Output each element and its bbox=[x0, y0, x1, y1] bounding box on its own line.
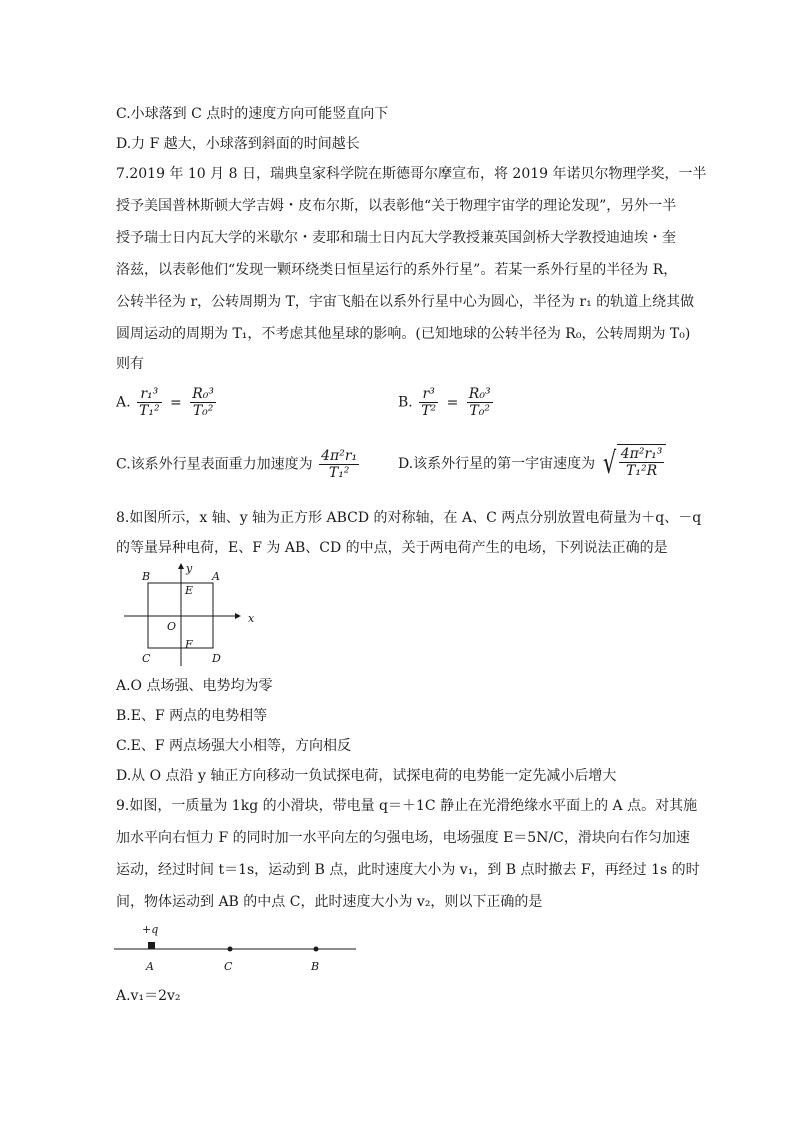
q7-option-b-lhs-num: r³ bbox=[419, 386, 438, 403]
q8-square-figure bbox=[116, 560, 266, 670]
q7-stem-line-5: 公转半径为 r，公转周期为 T，宇宙飞船在以系外行星中心为圆心，半径为 r₁ 的轨道上绕其做 bbox=[116, 294, 695, 310]
q8-option-a: A.O 点场强、电势均为零 bbox=[116, 678, 273, 694]
q7-stem-line-1: 7.2019 年 10 月 8 日，瑞典皇家科学院在斯德哥尔摩宣布，将 2019 年诺贝尔物理学奖，一半 bbox=[116, 166, 707, 182]
q8-option-d: D.从 O 点沿 y 轴正方向移动一负试探电荷，试探电荷的电势能一定先减小后增大 bbox=[116, 768, 617, 784]
q9-line-figure bbox=[112, 918, 362, 980]
q7-option-c-text: C.该系外行星表面重力加速度为 bbox=[116, 456, 313, 473]
q9-stem-line-1: 9.如图，一质量为 1kg 的小滑块，带电量 q＝＋1C 静止在光滑绝缘水平面上的 A 点。对其施 bbox=[116, 798, 698, 814]
q7-option-b bbox=[398, 386, 495, 419]
q7-option-a-equals: = bbox=[170, 394, 182, 411]
q7-option-b-label: B. bbox=[398, 394, 413, 411]
q7-option-d bbox=[398, 444, 666, 484]
q6-option-c: C.小球落到 C 点时的速度方向可能竖直向下 bbox=[116, 106, 389, 122]
q7-option-a-label: A. bbox=[116, 394, 131, 411]
q8-stem-line-1: 8.如图所示，x 轴、y 轴为正方形 ABCD 的对称轴，在 A、C 两点分别放置电荷量为＋q、－q bbox=[116, 510, 702, 526]
q7-option-a-rhs-den: T₀² bbox=[192, 403, 214, 419]
slider-block-icon bbox=[148, 942, 155, 949]
q7-option-a-rhs bbox=[190, 386, 216, 419]
q7-option-b-rhs-den: T₀² bbox=[469, 403, 490, 419]
label-f: F bbox=[185, 638, 193, 651]
q7-option-c-formula bbox=[319, 448, 359, 481]
q7-option-b-lhs-den: T² bbox=[421, 403, 437, 419]
q8-option-b: B.E、F 两点的电势相等 bbox=[116, 708, 268, 724]
label-charge: +q bbox=[142, 923, 159, 936]
q8-stem-line-2: 的等量异种电荷，E、F 为 AB、CD 的中点，关于两电荷产生的电场，下列说法正确的是 bbox=[116, 540, 668, 556]
label-b: B bbox=[142, 570, 151, 583]
q9-stem-line-3: 运动，经过时间 t＝1s，运动到 B 点，此时速度大小为 v₁，到 B 点时撤去 F，再经过 1s 的时 bbox=[116, 862, 700, 878]
q9-stem-line-4: 间，物体运动到 AB 的中点 C，此时速度大小为 v₂，则以下正确的是 bbox=[116, 894, 543, 910]
q7-stem-line-7: 则有 bbox=[116, 356, 144, 372]
label-e: E bbox=[185, 584, 194, 597]
label-a: A bbox=[146, 960, 154, 973]
q7-option-c-num: 4π²r₁ bbox=[321, 448, 358, 464]
q7-stem-line-3: 授予瑞士日内瓦大学的米歇尔・麦耶和瑞士日内瓦大学教授兼英国剑桥大学教授迪迪埃・奎 bbox=[116, 230, 676, 246]
q7-option-b-rhs bbox=[467, 386, 493, 419]
label-d: D bbox=[212, 652, 221, 665]
q7-option-c-den: T₁² bbox=[328, 465, 350, 481]
q7-option-a-lhs-num: r₁³ bbox=[137, 386, 162, 403]
sqrt-radical-icon: √ bbox=[602, 446, 616, 481]
point-b bbox=[314, 947, 319, 952]
point-c bbox=[228, 947, 233, 952]
q7-option-b-rhs-num: R₀³ bbox=[468, 386, 491, 402]
q9-option-a: A.v₁＝2v₂ bbox=[116, 988, 181, 1004]
label-o: O bbox=[167, 620, 177, 633]
q7-option-a-rhs-num: R₀³ bbox=[192, 386, 214, 402]
q7-stem-line-6: 圆周运动的周期为 T₁，不考虑其他星球的影响。(已知地球的公转半径为 R₀，公转周期为 T₀) bbox=[116, 326, 691, 342]
q7-stem-line-2: 授予美国普林斯顿大学吉姆・皮布尔斯，以表彰他“关于物理宇宙学的理论发现”，另外一半 bbox=[116, 198, 677, 214]
label-a: A bbox=[212, 570, 220, 583]
q7-option-a-lhs bbox=[137, 386, 162, 419]
label-c: C bbox=[142, 652, 151, 665]
q7-option-d-text: D.该系外行星的第一宇宙速度为 bbox=[398, 456, 596, 472]
q7-option-a bbox=[116, 386, 218, 419]
label-y: y bbox=[186, 562, 193, 575]
q8-option-c: C.E、F 两点场强大小相等，方向相反 bbox=[116, 738, 352, 754]
q7-option-c bbox=[116, 448, 361, 481]
q6-option-d: D.力 F 越大，小球落到斜面的时间越长 bbox=[116, 136, 360, 152]
q7-option-d-den: T₁²R bbox=[626, 463, 658, 479]
q7-option-b-lhs bbox=[419, 386, 438, 419]
label-x: x bbox=[248, 612, 255, 625]
q7-option-d-sqrt bbox=[600, 444, 667, 484]
q7-option-d-num: 4π²r₁³ bbox=[620, 446, 663, 462]
q7-option-d-formula bbox=[619, 446, 665, 479]
q7-option-b-equals: = bbox=[446, 394, 459, 411]
q7-stem-line-4: 洛兹，以表彰他们“发现一颗环绕类日恒星运行的系外行星”。若某一系外行星的半径为 R， bbox=[116, 262, 678, 278]
q9-stem-line-2: 加水平向右恒力 F 的同时加一水平向左的匀强电场，电场强度 E＝5N/C，滑块向右作匀加速 bbox=[116, 830, 690, 846]
label-c: C bbox=[224, 960, 233, 973]
q7-option-a-lhs-den: T₁² bbox=[139, 403, 160, 419]
label-b: B bbox=[311, 960, 320, 973]
